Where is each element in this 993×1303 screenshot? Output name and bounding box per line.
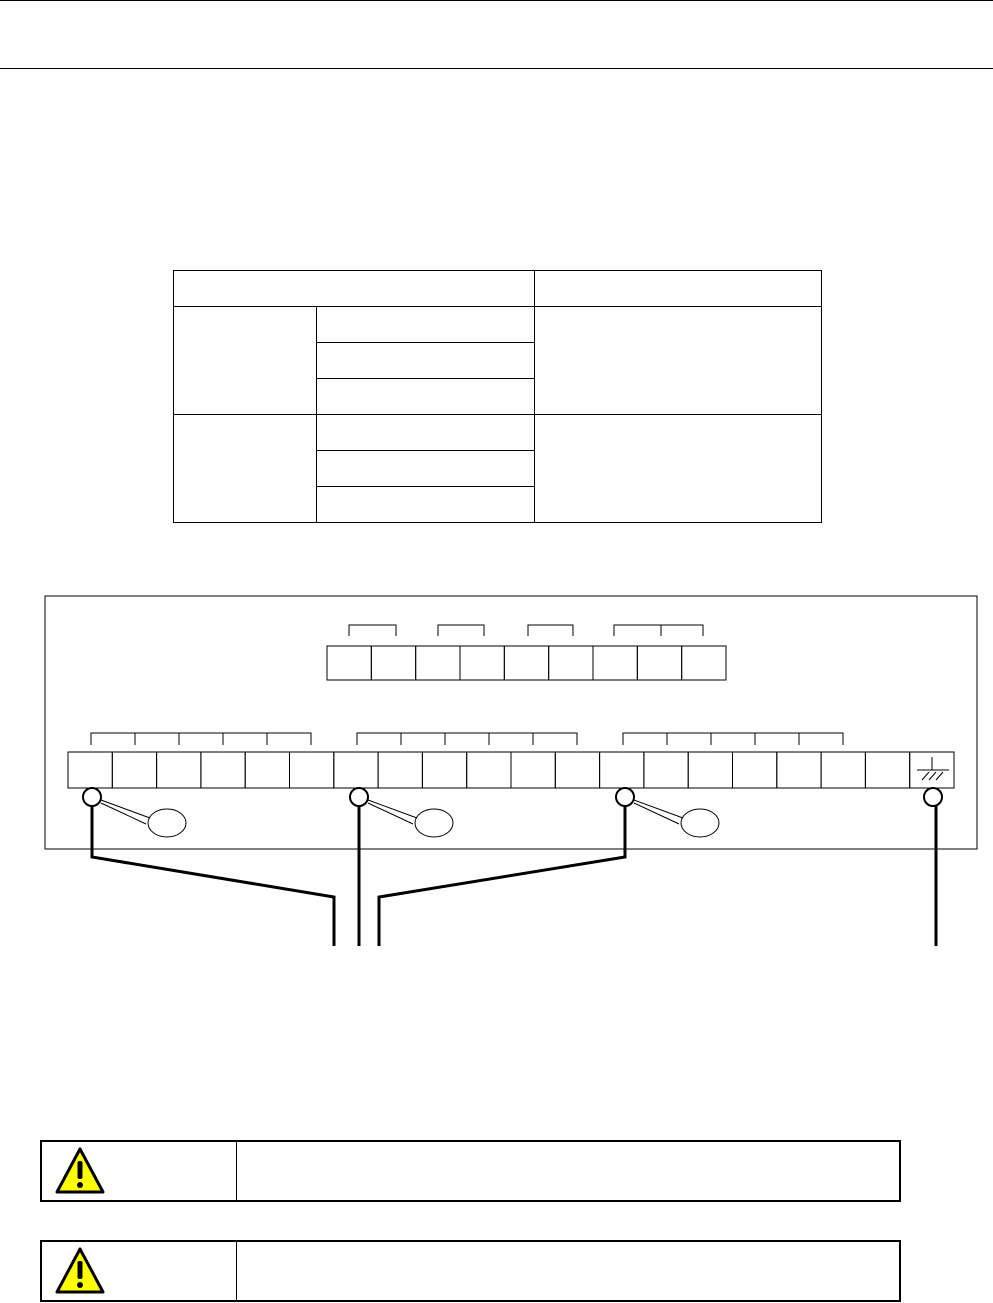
callout-bubble [148, 809, 186, 837]
bottom-terminal [511, 752, 555, 788]
bottom-terminal-row [68, 752, 954, 788]
bottom-terminal [112, 752, 156, 788]
terminal-marker [350, 788, 368, 806]
terminal-markers [83, 788, 942, 806]
top-terminal [637, 646, 681, 680]
bottom-terminal [600, 752, 644, 788]
top-terminal [549, 646, 593, 680]
top-terminal [371, 646, 415, 680]
bottom-terminal [201, 752, 245, 788]
top-terminal [593, 646, 637, 680]
terminal-marker [83, 788, 101, 806]
bottom-terminal [688, 752, 732, 788]
caution-box [40, 1240, 901, 1302]
top-row-jumpers [349, 625, 703, 636]
warning-triangle-icon [54, 1246, 106, 1296]
top-terminal-row [327, 646, 726, 680]
top-terminal [416, 646, 460, 680]
warning-box [40, 1140, 901, 1202]
warning-triangle-icon [54, 1146, 106, 1196]
bottom-terminal [157, 752, 201, 788]
bottom-terminal [865, 752, 909, 788]
wiring-leads [92, 806, 936, 946]
terminal-marker [616, 788, 634, 806]
bottom-terminal [334, 752, 378, 788]
warning-text [237, 1142, 899, 1200]
terminal-board-outline [45, 596, 977, 849]
caution-text [237, 1242, 899, 1300]
bottom-terminal [467, 752, 511, 788]
bottom-terminal [290, 752, 334, 788]
bottom-terminal [733, 752, 777, 788]
callout-bubble [415, 809, 453, 837]
bottom-row-jumpers [91, 733, 843, 745]
top-terminal [682, 646, 726, 680]
bottom-terminal [777, 752, 821, 788]
bottom-terminal [378, 752, 422, 788]
top-terminal [460, 646, 504, 680]
callout-bubble [681, 809, 719, 837]
bottom-terminal [644, 752, 688, 788]
bottom-terminal [555, 752, 599, 788]
top-terminal [327, 646, 371, 680]
bottom-terminal [821, 752, 865, 788]
warning-icon-cell [42, 1142, 237, 1200]
bottom-terminal [422, 752, 466, 788]
bottom-terminal [245, 752, 289, 788]
terminal-marker [924, 788, 942, 806]
ground-symbol-icon [917, 757, 949, 780]
top-terminal [504, 646, 548, 680]
caution-icon-cell [42, 1242, 237, 1300]
bottom-terminal [68, 752, 112, 788]
